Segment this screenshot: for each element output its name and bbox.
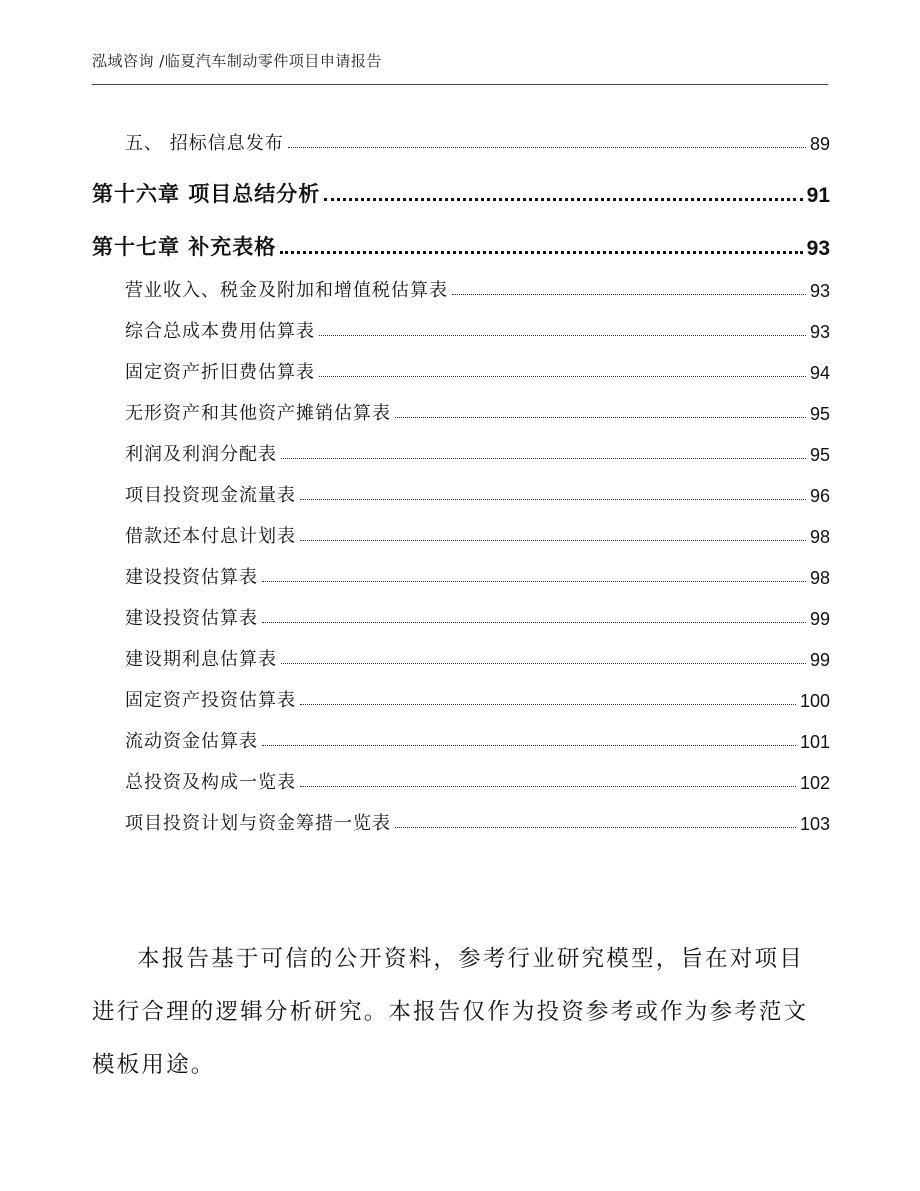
toc-page-number: 98 bbox=[809, 568, 830, 588]
toc-dot-leader bbox=[281, 457, 806, 459]
toc-dot-leader bbox=[452, 293, 806, 295]
toc-dot-leader bbox=[288, 146, 806, 148]
toc-dot-leader bbox=[319, 375, 806, 377]
disclaimer-paragraph: 本报告基于可信的公开资料，参考行业研究模型，旨在对项目进行合理的逻辑分析研究。本报告仅作为投资参考或作为参考范文模板用途。 bbox=[92, 945, 809, 1078]
toc-entry-bidding-info[interactable] bbox=[92, 114, 830, 155]
toc-page-number: 94 bbox=[809, 363, 830, 383]
toc-page-number: 100 bbox=[799, 691, 830, 711]
toc-entry[interactable] bbox=[92, 261, 830, 302]
toc-entry-label: 项目投资计划与资金筹措一览表 bbox=[125, 813, 391, 834]
toc-dot-leader bbox=[262, 580, 806, 582]
toc-entry[interactable] bbox=[92, 548, 830, 589]
toc-entry[interactable] bbox=[92, 507, 830, 548]
table-of-contents bbox=[92, 114, 830, 835]
toc-entry[interactable] bbox=[92, 302, 830, 343]
toc-entry[interactable] bbox=[92, 466, 830, 507]
toc-page-number: 89 bbox=[809, 134, 830, 154]
toc-dot-leader bbox=[281, 662, 806, 664]
toc-entry[interactable] bbox=[92, 630, 830, 671]
toc-dot-leader bbox=[300, 498, 806, 500]
toc-entry[interactable] bbox=[92, 343, 830, 384]
toc-dot-leader bbox=[300, 539, 806, 541]
toc-entry-label: 营业收入、税金及附加和增值税估算表 bbox=[125, 280, 448, 301]
toc-dot-leader bbox=[395, 416, 806, 418]
toc-entry[interactable] bbox=[92, 384, 830, 425]
toc-page-number: 99 bbox=[809, 609, 830, 629]
toc-chapter-17[interactable] bbox=[92, 208, 830, 261]
toc-page-number: 93 bbox=[806, 237, 830, 260]
toc-dot-leader bbox=[319, 334, 806, 336]
toc-dot-leader bbox=[262, 744, 796, 746]
toc-chapter-label: 第十六章 项目总结分析 bbox=[92, 182, 321, 206]
toc-page-number: 93 bbox=[809, 281, 830, 301]
toc-entry-label: 利润及利润分配表 bbox=[125, 444, 277, 465]
toc-entry[interactable] bbox=[92, 589, 830, 630]
toc-page-number: 95 bbox=[809, 404, 830, 424]
toc-dot-leader bbox=[395, 826, 796, 828]
toc-page-number: 95 bbox=[809, 445, 830, 465]
toc-entry-label: 固定资产折旧费估算表 bbox=[125, 362, 315, 383]
toc-entry-label: 建设投资估算表 bbox=[125, 608, 258, 629]
toc-page-number: 102 bbox=[799, 773, 830, 793]
toc-entry-label: 项目投资现金流量表 bbox=[125, 485, 296, 506]
toc-dot-leader bbox=[300, 703, 796, 705]
toc-dot-leader bbox=[324, 197, 802, 201]
toc-page-number: 98 bbox=[809, 527, 830, 547]
toc-entry[interactable] bbox=[92, 794, 830, 835]
toc-entry-label: 无形资产和其他资产摊销估算表 bbox=[125, 403, 391, 424]
toc-entry[interactable] bbox=[92, 671, 830, 712]
toc-page-number: 91 bbox=[806, 184, 830, 207]
toc-page-number: 99 bbox=[809, 650, 830, 670]
toc-dot-leader bbox=[262, 621, 806, 623]
toc-entry-label: 建设期利息估算表 bbox=[125, 649, 277, 670]
toc-entry-label: 综合总成本费用估算表 bbox=[125, 321, 315, 342]
toc-page-number: 96 bbox=[809, 486, 830, 506]
toc-chapter-16[interactable] bbox=[92, 155, 830, 208]
toc-entry-label: 总投资及构成一览表 bbox=[125, 772, 296, 793]
toc-dot-leader bbox=[280, 250, 802, 254]
toc-chapter-label: 第十七章 补充表格 bbox=[92, 235, 277, 259]
toc-entry[interactable] bbox=[92, 425, 830, 466]
toc-page-number: 103 bbox=[799, 814, 830, 834]
toc-dot-leader bbox=[300, 785, 796, 787]
toc-entry-label: 建设投资估算表 bbox=[125, 567, 258, 588]
toc-entry-label: 固定资产投资估算表 bbox=[125, 690, 296, 711]
toc-entry[interactable] bbox=[92, 753, 830, 794]
toc-entry-label: 五、 招标信息发布 bbox=[125, 133, 284, 154]
page-header: 泓域咨询 /临夏汽车制动零件项目申请报告 bbox=[92, 48, 828, 85]
toc-page-number: 93 bbox=[809, 322, 830, 342]
toc-entry-label: 流动资金估算表 bbox=[125, 731, 258, 752]
toc-page-number: 101 bbox=[799, 732, 830, 752]
toc-entry[interactable] bbox=[92, 712, 830, 753]
toc-entry-label: 借款还本付息计划表 bbox=[125, 526, 296, 547]
